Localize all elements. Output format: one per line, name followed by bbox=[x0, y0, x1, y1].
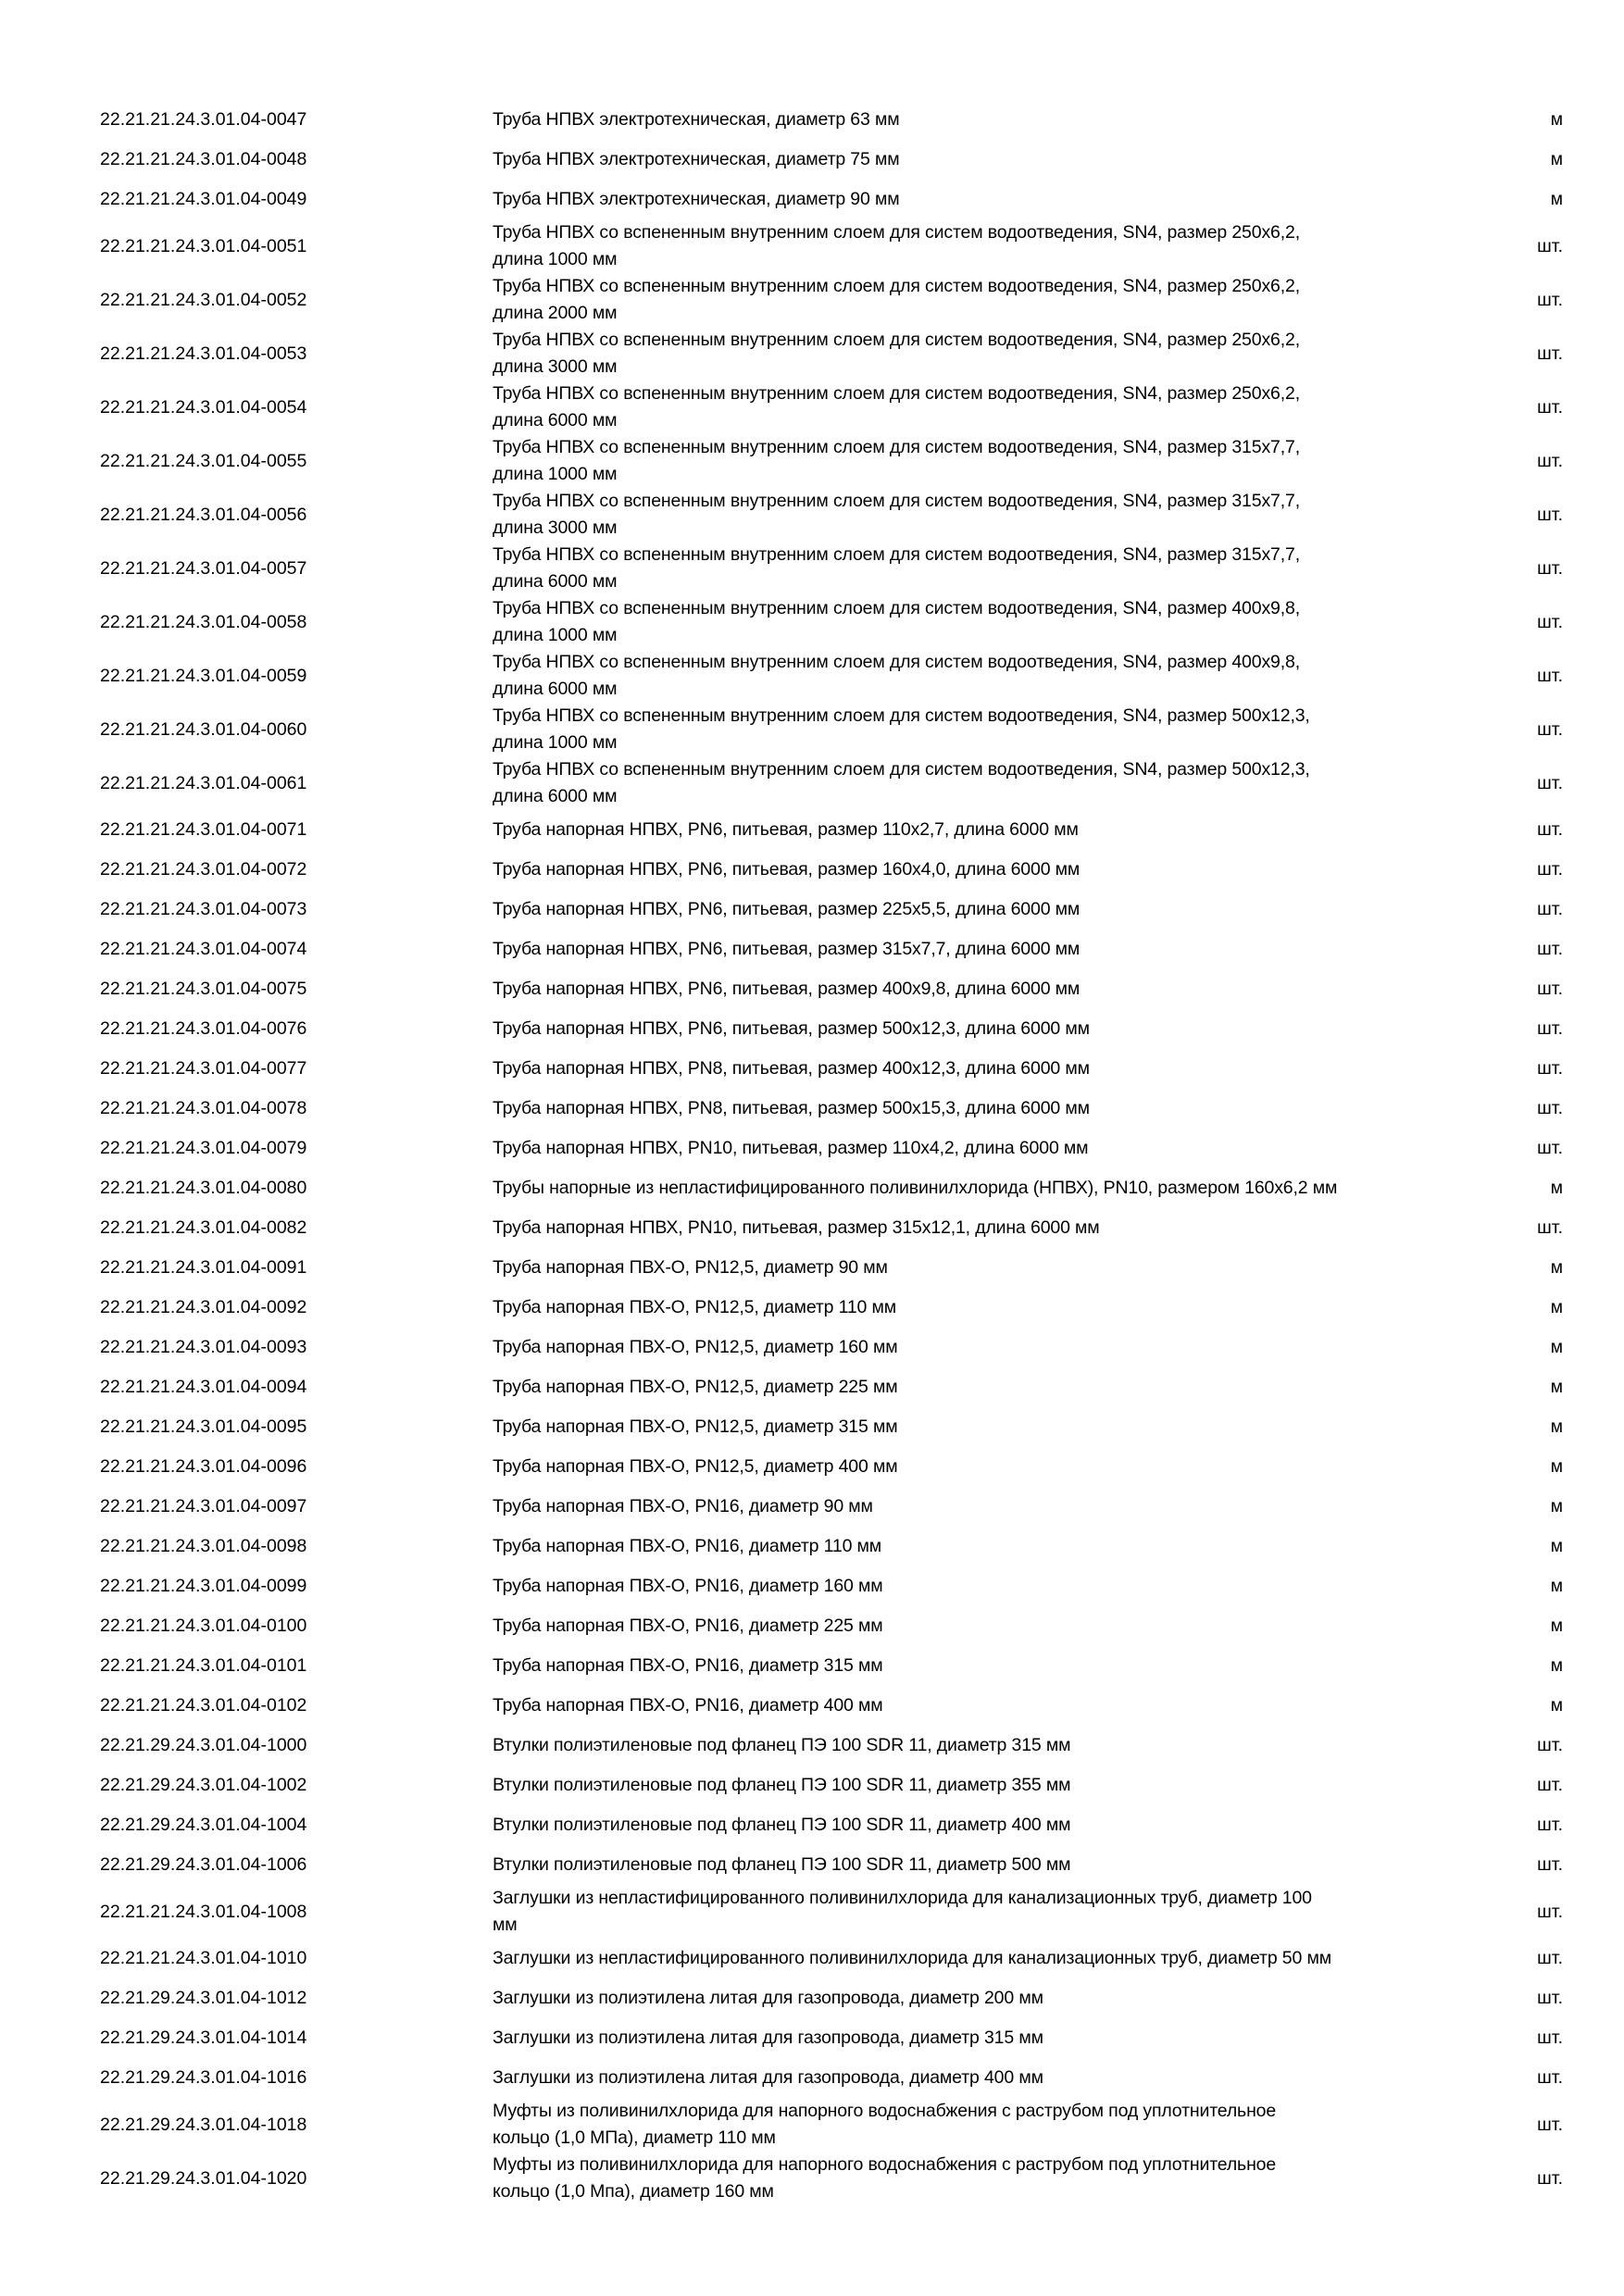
item-code: 22.21.21.24.3.01.04-0100 bbox=[100, 1616, 307, 1636]
item-name: Заглушки из непластифицированного поливинилхлорида для канализационных труб, диаметр 50 мм bbox=[493, 1948, 1331, 1968]
item-name: Труба напорная ПВХ-О, PN12,5, диаметр 160 мм bbox=[493, 1337, 898, 1357]
item-code: 22.21.29.24.3.01.04-1020 bbox=[100, 2167, 307, 2189]
table-row bbox=[100, 327, 1563, 381]
item-code: 22.21.21.24.3.01.04-0059 bbox=[100, 665, 307, 686]
table-row bbox=[100, 1939, 1563, 1978]
item-unit: шт. bbox=[1537, 1058, 1563, 1079]
item-name: Труба напорная ПВХ-О, PN16, диаметр 400 мм bbox=[493, 1695, 883, 1716]
item-name: Труба НПВХ со вспененным внутренним слоем для систем водоотведения, SN4, размер 250х6,2, длина 6000 мм bbox=[493, 383, 1300, 430]
item-unit: м bbox=[1550, 1616, 1563, 1636]
item-unit: шт. bbox=[1537, 1018, 1563, 1039]
item-name: Труба НПВХ со вспененным внутренним слоем для систем водоотведения, SN4, размер 315х7,7, длина 6000 мм bbox=[493, 544, 1300, 592]
item-unit: шт. bbox=[1537, 1948, 1563, 1968]
table-row bbox=[100, 850, 1563, 890]
item-code: 22.21.21.24.3.01.04-0055 bbox=[100, 450, 307, 471]
item-code: 22.21.21.24.3.01.04-0053 bbox=[100, 343, 307, 364]
item-name: Труба НПВХ со вспененным внутренним слоем для систем водоотведения, SN4, размер 500х12,3, длина 1000 мм bbox=[493, 705, 1310, 753]
table-row bbox=[100, 434, 1563, 488]
item-name: Труба напорная ПВХ-О, PN16, диаметр 225 мм bbox=[493, 1616, 883, 1636]
item-name: Труба напорная НПВХ, PN6, питьевая, размер 160х4,0, длина 6000 мм bbox=[493, 859, 1081, 880]
table-row bbox=[100, 1566, 1563, 1606]
table-row bbox=[100, 1766, 1563, 1805]
item-unit: м bbox=[1550, 189, 1563, 209]
item-code: 22.21.21.24.3.01.04-0047 bbox=[100, 109, 307, 130]
table-row bbox=[100, 273, 1563, 327]
item-code: 22.21.29.24.3.01.04-1002 bbox=[100, 1775, 307, 1795]
table-row bbox=[100, 756, 1563, 810]
item-name: Труба напорная ПВХ-О, PN16, диаметр 160 мм bbox=[493, 1576, 883, 1596]
item-name: Трубы напорные из непластифицированного поливинилхлорида (НПВХ), PN10, размером 160х6,2 мм bbox=[493, 1178, 1338, 1198]
item-name: Труба напорная НПВХ, PN6, питьевая, размер 400х9,8, длина 6000 мм bbox=[493, 979, 1081, 999]
table-row bbox=[100, 1885, 1563, 1939]
item-unit: шт. bbox=[1537, 289, 1563, 310]
item-name: Труба НПВХ со вспененным внутренним слоем для систем водоотведения, SN4, размер 250х6,2, длина 2000 мм bbox=[493, 276, 1300, 323]
item-code: 22.21.21.24.3.01.04-0072 bbox=[100, 859, 307, 880]
item-name: Труба НПВХ со вспененным внутренним слоем для систем водоотведения, SN4, размер 315х7,7, длина 1000 мм bbox=[493, 437, 1300, 484]
item-name: Труба напорная НПВХ, PN8, питьевая, размер 400х12,3, длина 6000 мм bbox=[493, 1058, 1090, 1079]
item-unit: м bbox=[1550, 109, 1563, 130]
item-unit: шт. bbox=[1537, 772, 1563, 793]
item-unit: м bbox=[1550, 1695, 1563, 1716]
item-code: 22.21.21.24.3.01.04-0098 bbox=[100, 1536, 307, 1556]
item-code: 22.21.21.24.3.01.04-0092 bbox=[100, 1297, 307, 1317]
table-row bbox=[100, 1487, 1563, 1527]
item-unit: шт. bbox=[1537, 1901, 1563, 1922]
table-row bbox=[100, 1009, 1563, 1049]
item-name: Труба НПВХ со вспененным внутренним слоем для систем водоотведения, SN4, размер 400х9,8, длина 1000 мм bbox=[493, 598, 1300, 645]
item-name: Труба напорная НПВХ, PN10, питьевая, размер 110х4,2, длина 6000 мм bbox=[493, 1138, 1089, 1158]
item-unit: м bbox=[1550, 1337, 1563, 1357]
item-name: Заглушки из полиэтилена литая для газопровода, диаметр 315 мм bbox=[493, 2028, 1043, 2048]
item-name: Труба НПВХ со вспененным внутренним слоем для систем водоотведения, SN4, размер 400х9,8, длина 6000 мм bbox=[493, 652, 1300, 699]
item-unit: шт. bbox=[1537, 718, 1563, 740]
item-unit: шт. bbox=[1537, 396, 1563, 418]
item-unit: шт. bbox=[1537, 1138, 1563, 1158]
item-code: 22.21.21.24.3.01.04-0091 bbox=[100, 1257, 307, 1278]
item-name: Муфты из поливинилхлорида для напорного водоснабжения с раструбом под уплотнительное кольцо (1,0 МПа), диаметр 110 мм bbox=[493, 2101, 1277, 2148]
item-code: 22.21.21.24.3.01.04-0058 bbox=[100, 611, 307, 632]
item-name: Труба НПВХ со вспененным внутренним слоем для систем водоотведения, SN4, размер 500х12,3, длина 6000 мм bbox=[493, 759, 1310, 806]
table-row bbox=[100, 2058, 1563, 2098]
item-code: 22.21.21.24.3.01.04-0048 bbox=[100, 149, 307, 169]
table-row bbox=[100, 810, 1563, 850]
item-code: 22.21.21.24.3.01.04-0077 bbox=[100, 1058, 307, 1079]
item-name: Заглушки из непластифицированного поливинилхлорида для канализационных труб, диаметр 100 мм bbox=[493, 1888, 1312, 1935]
item-unit: м bbox=[1550, 1297, 1563, 1317]
table-row bbox=[100, 1049, 1563, 1089]
item-unit: шт. bbox=[1537, 1988, 1563, 2008]
table-row bbox=[100, 2152, 1563, 2205]
table-row bbox=[100, 2098, 1563, 2152]
item-code: 22.21.21.24.3.01.04-0054 bbox=[100, 396, 307, 418]
item-code: 22.21.21.24.3.01.04-0052 bbox=[100, 289, 307, 310]
table-row bbox=[100, 1089, 1563, 1129]
item-code: 22.21.21.24.3.01.04-0061 bbox=[100, 772, 307, 793]
table-row bbox=[100, 1686, 1563, 1726]
item-unit: шт. bbox=[1537, 899, 1563, 919]
item-name: Труба НПВХ со вспененным внутренним слоем для систем водоотведения, SN4, размер 250х6,2, длина 1000 мм bbox=[493, 222, 1300, 269]
table-row bbox=[100, 100, 1563, 140]
item-unit: м bbox=[1550, 1456, 1563, 1477]
item-name: Заглушки из полиэтилена литая для газопровода, диаметр 400 мм bbox=[493, 2067, 1043, 2088]
table-row bbox=[100, 180, 1563, 219]
item-name: Втулки полиэтиленовые под фланец ПЭ 100 SDR 11, диаметр 315 мм bbox=[493, 1735, 1071, 1755]
item-name: Труба напорная ПВХ-О, PN12,5, диаметр 90 мм bbox=[493, 1257, 888, 1278]
item-unit: м bbox=[1550, 1377, 1563, 1397]
item-code: 22.21.21.24.3.01.04-1010 bbox=[100, 1948, 307, 1968]
materials-table-body bbox=[100, 100, 1563, 2205]
item-unit: шт. bbox=[1537, 1854, 1563, 1875]
item-code: 22.21.21.24.3.01.04-0076 bbox=[100, 1018, 307, 1039]
table-row bbox=[100, 969, 1563, 1009]
item-code: 22.21.21.24.3.01.04-0082 bbox=[100, 1217, 307, 1238]
item-unit: м bbox=[1550, 1257, 1563, 1278]
item-code: 22.21.21.24.3.01.04-0093 bbox=[100, 1337, 307, 1357]
item-unit: м bbox=[1550, 1496, 1563, 1516]
item-code: 22.21.21.24.3.01.04-0094 bbox=[100, 1377, 307, 1397]
item-name: Втулки полиэтиленовые под фланец ПЭ 100 SDR 11, диаметр 500 мм bbox=[493, 1854, 1071, 1875]
item-unit: шт. bbox=[1537, 504, 1563, 525]
item-code: 22.21.21.24.3.01.04-0102 bbox=[100, 1695, 307, 1716]
table-row bbox=[100, 890, 1563, 930]
item-code: 22.21.21.24.3.01.04-0096 bbox=[100, 1456, 307, 1477]
item-unit: шт. bbox=[1537, 450, 1563, 471]
item-unit: шт. bbox=[1537, 1098, 1563, 1118]
table-row bbox=[100, 381, 1563, 434]
item-unit: шт. bbox=[1537, 1217, 1563, 1238]
item-name: Труба напорная НПВХ, PN6, питьевая, размер 315х7,7, длина 6000 мм bbox=[493, 939, 1081, 959]
item-code: 22.21.29.24.3.01.04-1016 bbox=[100, 2067, 307, 2088]
table-row bbox=[100, 703, 1563, 756]
item-unit: шт. bbox=[1537, 2114, 1563, 2135]
item-code: 22.21.29.24.3.01.04-1018 bbox=[100, 2114, 307, 2135]
item-name: Труба напорная НПВХ, PN8, питьевая, размер 500х15,3, длина 6000 мм bbox=[493, 1098, 1090, 1118]
item-code: 22.21.21.24.3.01.04-0101 bbox=[100, 1655, 307, 1676]
item-name: Труба НПВХ со вспененным внутренним слоем для систем водоотведения, SN4, размер 315х7,7, длина 3000 мм bbox=[493, 491, 1300, 538]
table-row bbox=[100, 488, 1563, 542]
item-name: Труба НПВХ со вспененным внутренним слоем для систем водоотведения, SN4, размер 250х6,2, длина 3000 мм bbox=[493, 330, 1300, 377]
materials-table bbox=[100, 100, 1563, 2205]
item-code: 22.21.21.24.3.01.04-0051 bbox=[100, 235, 307, 256]
table-row bbox=[100, 1805, 1563, 1845]
item-code: 22.21.21.24.3.01.04-0097 bbox=[100, 1496, 307, 1516]
item-unit: шт. bbox=[1537, 235, 1563, 256]
item-name: Труба напорная ПВХ-О, PN16, диаметр 90 мм bbox=[493, 1496, 873, 1516]
item-name: Труба НПВХ электротехническая, диаметр 75 мм bbox=[493, 149, 900, 169]
item-code: 22.21.21.24.3.01.04-0079 bbox=[100, 1138, 307, 1158]
item-unit: шт. bbox=[1537, 557, 1563, 579]
item-code: 22.21.21.24.3.01.04-0071 bbox=[100, 819, 307, 840]
item-name: Труба напорная НПВХ, PN6, питьевая, размер 225х5,5, длина 6000 мм bbox=[493, 899, 1081, 919]
table-row bbox=[100, 542, 1563, 595]
table-row bbox=[100, 1248, 1563, 1288]
item-code: 22.21.21.24.3.01.04-0080 bbox=[100, 1178, 307, 1198]
table-row bbox=[100, 1606, 1563, 1646]
item-code: 22.21.29.24.3.01.04-1004 bbox=[100, 1815, 307, 1835]
item-unit: шт. bbox=[1537, 859, 1563, 880]
item-name: Труба напорная НПВХ, PN6, питьевая, размер 110х2,7, длина 6000 мм bbox=[493, 819, 1079, 840]
item-code: 22.21.21.24.3.01.04-0078 bbox=[100, 1098, 307, 1118]
table-row bbox=[100, 1527, 1563, 1566]
table-row bbox=[100, 1328, 1563, 1367]
item-unit: шт. bbox=[1537, 1735, 1563, 1755]
table-row bbox=[100, 1646, 1563, 1686]
item-name: Втулки полиэтиленовые под фланец ПЭ 100 SDR 11, диаметр 400 мм bbox=[493, 1815, 1071, 1835]
item-name: Труба НПВХ электротехническая, диаметр 63 мм bbox=[493, 109, 900, 130]
table-row bbox=[100, 1845, 1563, 1885]
item-unit: м bbox=[1550, 1576, 1563, 1596]
item-code: 22.21.21.24.3.01.04-0060 bbox=[100, 718, 307, 740]
item-code: 22.21.21.24.3.01.04-0057 bbox=[100, 557, 307, 579]
table-row bbox=[100, 1129, 1563, 1168]
item-code: 22.21.21.24.3.01.04-0049 bbox=[100, 189, 307, 209]
table-row bbox=[100, 930, 1563, 969]
item-code: 22.21.29.24.3.01.04-1012 bbox=[100, 1988, 307, 2008]
item-name: Труба НПВХ электротехническая, диаметр 90 мм bbox=[493, 189, 900, 209]
item-code: 22.21.21.24.3.01.04-0074 bbox=[100, 939, 307, 959]
table-row bbox=[100, 1288, 1563, 1328]
item-code: 22.21.29.24.3.01.04-1000 bbox=[100, 1735, 307, 1755]
item-unit: м bbox=[1550, 1178, 1563, 1198]
item-code: 22.21.21.24.3.01.04-0099 bbox=[100, 1576, 307, 1596]
item-name: Втулки полиэтиленовые под фланец ПЭ 100 SDR 11, диаметр 355 мм bbox=[493, 1775, 1071, 1795]
item-code: 22.21.21.24.3.01.04-0073 bbox=[100, 899, 307, 919]
table-row bbox=[100, 1208, 1563, 1248]
item-code: 22.21.29.24.3.01.04-1006 bbox=[100, 1854, 307, 1875]
item-unit: шт. bbox=[1537, 343, 1563, 364]
item-code: 22.21.21.24.3.01.04-1008 bbox=[100, 1901, 307, 1922]
table-row bbox=[100, 595, 1563, 649]
item-unit: шт. bbox=[1537, 2067, 1563, 2088]
item-name: Труба напорная ПВХ-О, PN16, диаметр 110 мм bbox=[493, 1536, 882, 1556]
item-name: Труба напорная ПВХ-О, PN12,5, диаметр 315 мм bbox=[493, 1416, 898, 1437]
table-row bbox=[100, 1367, 1563, 1407]
item-unit: шт. bbox=[1537, 939, 1563, 959]
item-name: Труба напорная НПВХ, PN10, питьевая, размер 315х12,1, длина 6000 мм bbox=[493, 1217, 1100, 1238]
table-row bbox=[100, 140, 1563, 180]
item-code: 22.21.29.24.3.01.04-1014 bbox=[100, 2028, 307, 2048]
item-name: Труба напорная ПВХ-О, PN16, диаметр 315 мм bbox=[493, 1655, 883, 1676]
item-unit: м bbox=[1550, 1536, 1563, 1556]
item-unit: шт. bbox=[1537, 2028, 1563, 2048]
item-unit: м bbox=[1550, 149, 1563, 169]
table-row bbox=[100, 1447, 1563, 1487]
item-unit: шт. bbox=[1537, 1775, 1563, 1795]
item-unit: м bbox=[1550, 1416, 1563, 1437]
item-name: Труба напорная ПВХ-О, PN12,5, диаметр 400 мм bbox=[493, 1456, 898, 1477]
table-row bbox=[100, 2018, 1563, 2058]
item-name: Заглушки из полиэтилена литая для газопровода, диаметр 200 мм bbox=[493, 1988, 1043, 2008]
item-code: 22.21.21.24.3.01.04-0095 bbox=[100, 1416, 307, 1437]
table-row bbox=[100, 649, 1563, 703]
table-row bbox=[100, 219, 1563, 273]
item-unit: шт. bbox=[1537, 1815, 1563, 1835]
table-row bbox=[100, 1407, 1563, 1447]
table-row bbox=[100, 1726, 1563, 1766]
item-unit: шт. bbox=[1537, 979, 1563, 999]
table-row bbox=[100, 1168, 1563, 1208]
item-code: 22.21.21.24.3.01.04-0056 bbox=[100, 504, 307, 525]
item-unit: шт. bbox=[1537, 611, 1563, 632]
item-name: Труба напорная НПВХ, PN6, питьевая, размер 500х12,3, длина 6000 мм bbox=[493, 1018, 1090, 1039]
item-unit: шт. bbox=[1537, 665, 1563, 686]
item-unit: м bbox=[1550, 1655, 1563, 1676]
item-name: Труба напорная ПВХ-О, PN12,5, диаметр 225 мм bbox=[493, 1377, 898, 1397]
item-name: Труба напорная ПВХ-О, PN12,5, диаметр 110 мм bbox=[493, 1297, 897, 1317]
item-unit: шт. bbox=[1537, 819, 1563, 840]
table-row bbox=[100, 1978, 1563, 2018]
item-name: Муфты из поливинилхлорида для напорного водоснабжения с раструбом под уплотнительное кольцо (1,0 Мпа), диаметр 160 мм bbox=[493, 2154, 1277, 2202]
item-code: 22.21.21.24.3.01.04-0075 bbox=[100, 979, 307, 999]
item-unit: шт. bbox=[1537, 2167, 1563, 2189]
